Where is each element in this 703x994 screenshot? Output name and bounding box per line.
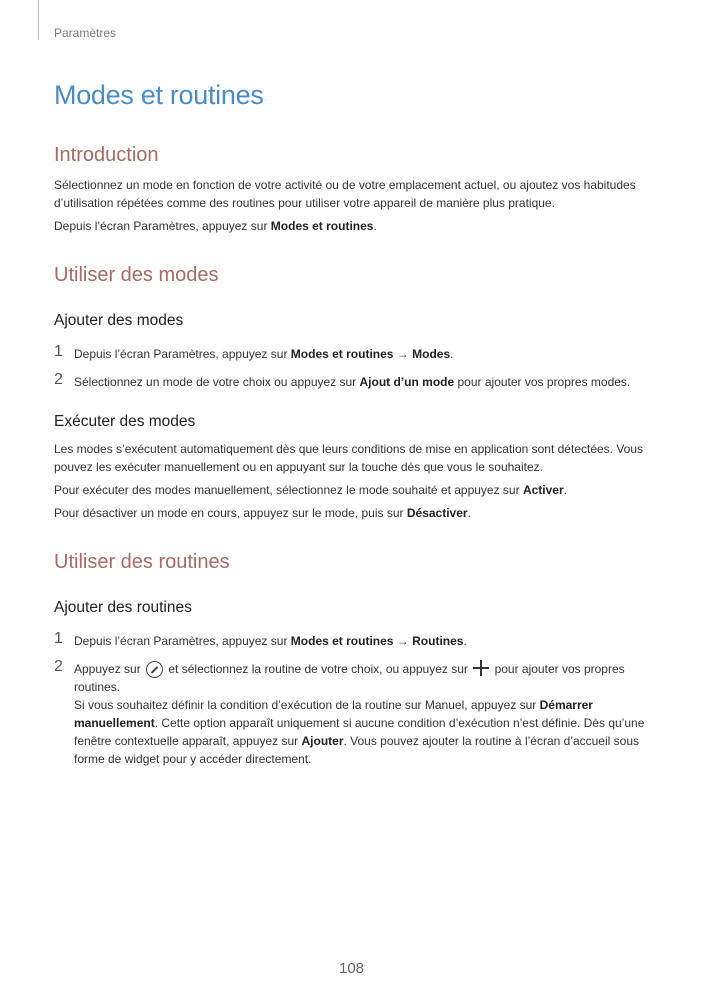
step-number: 2 — [54, 371, 63, 388]
breadcrumb: Paramètres — [54, 26, 117, 40]
step-number: 1 — [54, 630, 63, 647]
add-routines-heading: Ajouter des routines — [54, 599, 192, 616]
add-modes-heading: Ajouter des modes — [54, 312, 184, 329]
add-modes-step-2: 2 Sélectionnez un mode de votre choix ou appuyez sur Ajout d’un mode pour ajouter vos propres modes. — [54, 371, 631, 389]
menu-path-modes-routines: Modes et routines — [270, 219, 374, 233]
plus-icon — [473, 660, 489, 676]
step-number: 1 — [54, 343, 63, 360]
header-divider — [38, 0, 39, 40]
run-modes-heading: Exécuter des modes — [54, 413, 196, 430]
add-routines-step-1: 1 Depuis l’écran Paramètres, appuyez sur Modes et routines → Routines. — [54, 630, 467, 648]
modes-section-heading: Utiliser des modes — [54, 264, 219, 286]
introduction-heading: Introduction — [54, 144, 159, 166]
page-title: Modes et routines — [54, 80, 264, 110]
run-modes-deactivate: Pour désactiver un mode en cours, appuyez sur le mode, puis sur Désactiver. — [54, 506, 471, 520]
run-modes-activate: Pour exécuter des modes manuellement, sélectionnez le mode souhaité et appuyez sur Activer. — [54, 483, 567, 497]
add-modes-step-1: 1 Depuis l’écran Paramètres, appuyez sur Modes et routines → Modes. — [54, 343, 454, 361]
run-modes-paragraph: Les modes s’exécutent automatiquement dès que leurs conditions de mise en application sont détectées. Vous pouvez les exécuter manuellement ou en appuyant sur la touche dès que vous le souhaitez. — [54, 442, 644, 474]
step-number: 2 — [54, 658, 63, 675]
page-number: 108 — [338, 960, 365, 977]
compass-icon — [146, 661, 163, 678]
add-routines-step-2: 2 Appuyez sur et sélectionnez la routine de votre choix, ou appuyez sur pour ajouter vos propres routines. Si vous souhaitez définir la condition d’exécution de la routine sur Manuel, appuyez sur Démarrer manuellement. Cette option apparaît uniquement si aucune condition d’exécution n’est définie. Dès qu’une fenêtre contextuelle apparaît, appuyez sur Ajouter. Vous pouvez ajouter la routine à l’écran d’accueil sous forme de widget pour y accéder directement. — [54, 658, 645, 766]
introduction-paragraph: Sélectionnez un mode en fonction de votre activité ou de votre emplacement actuel, ou ajoutez vos habitudes d’utilisation répétées comme des routines pour utiliser votre appareil de manière plus pratique. — [54, 178, 636, 210]
main-content — [54, 80, 654, 778]
routines-section-heading: Utiliser des routines — [54, 551, 230, 573]
introduction-instruction: Depuis l’écran Paramètres, appuyez sur Modes et routines. — [54, 219, 377, 233]
